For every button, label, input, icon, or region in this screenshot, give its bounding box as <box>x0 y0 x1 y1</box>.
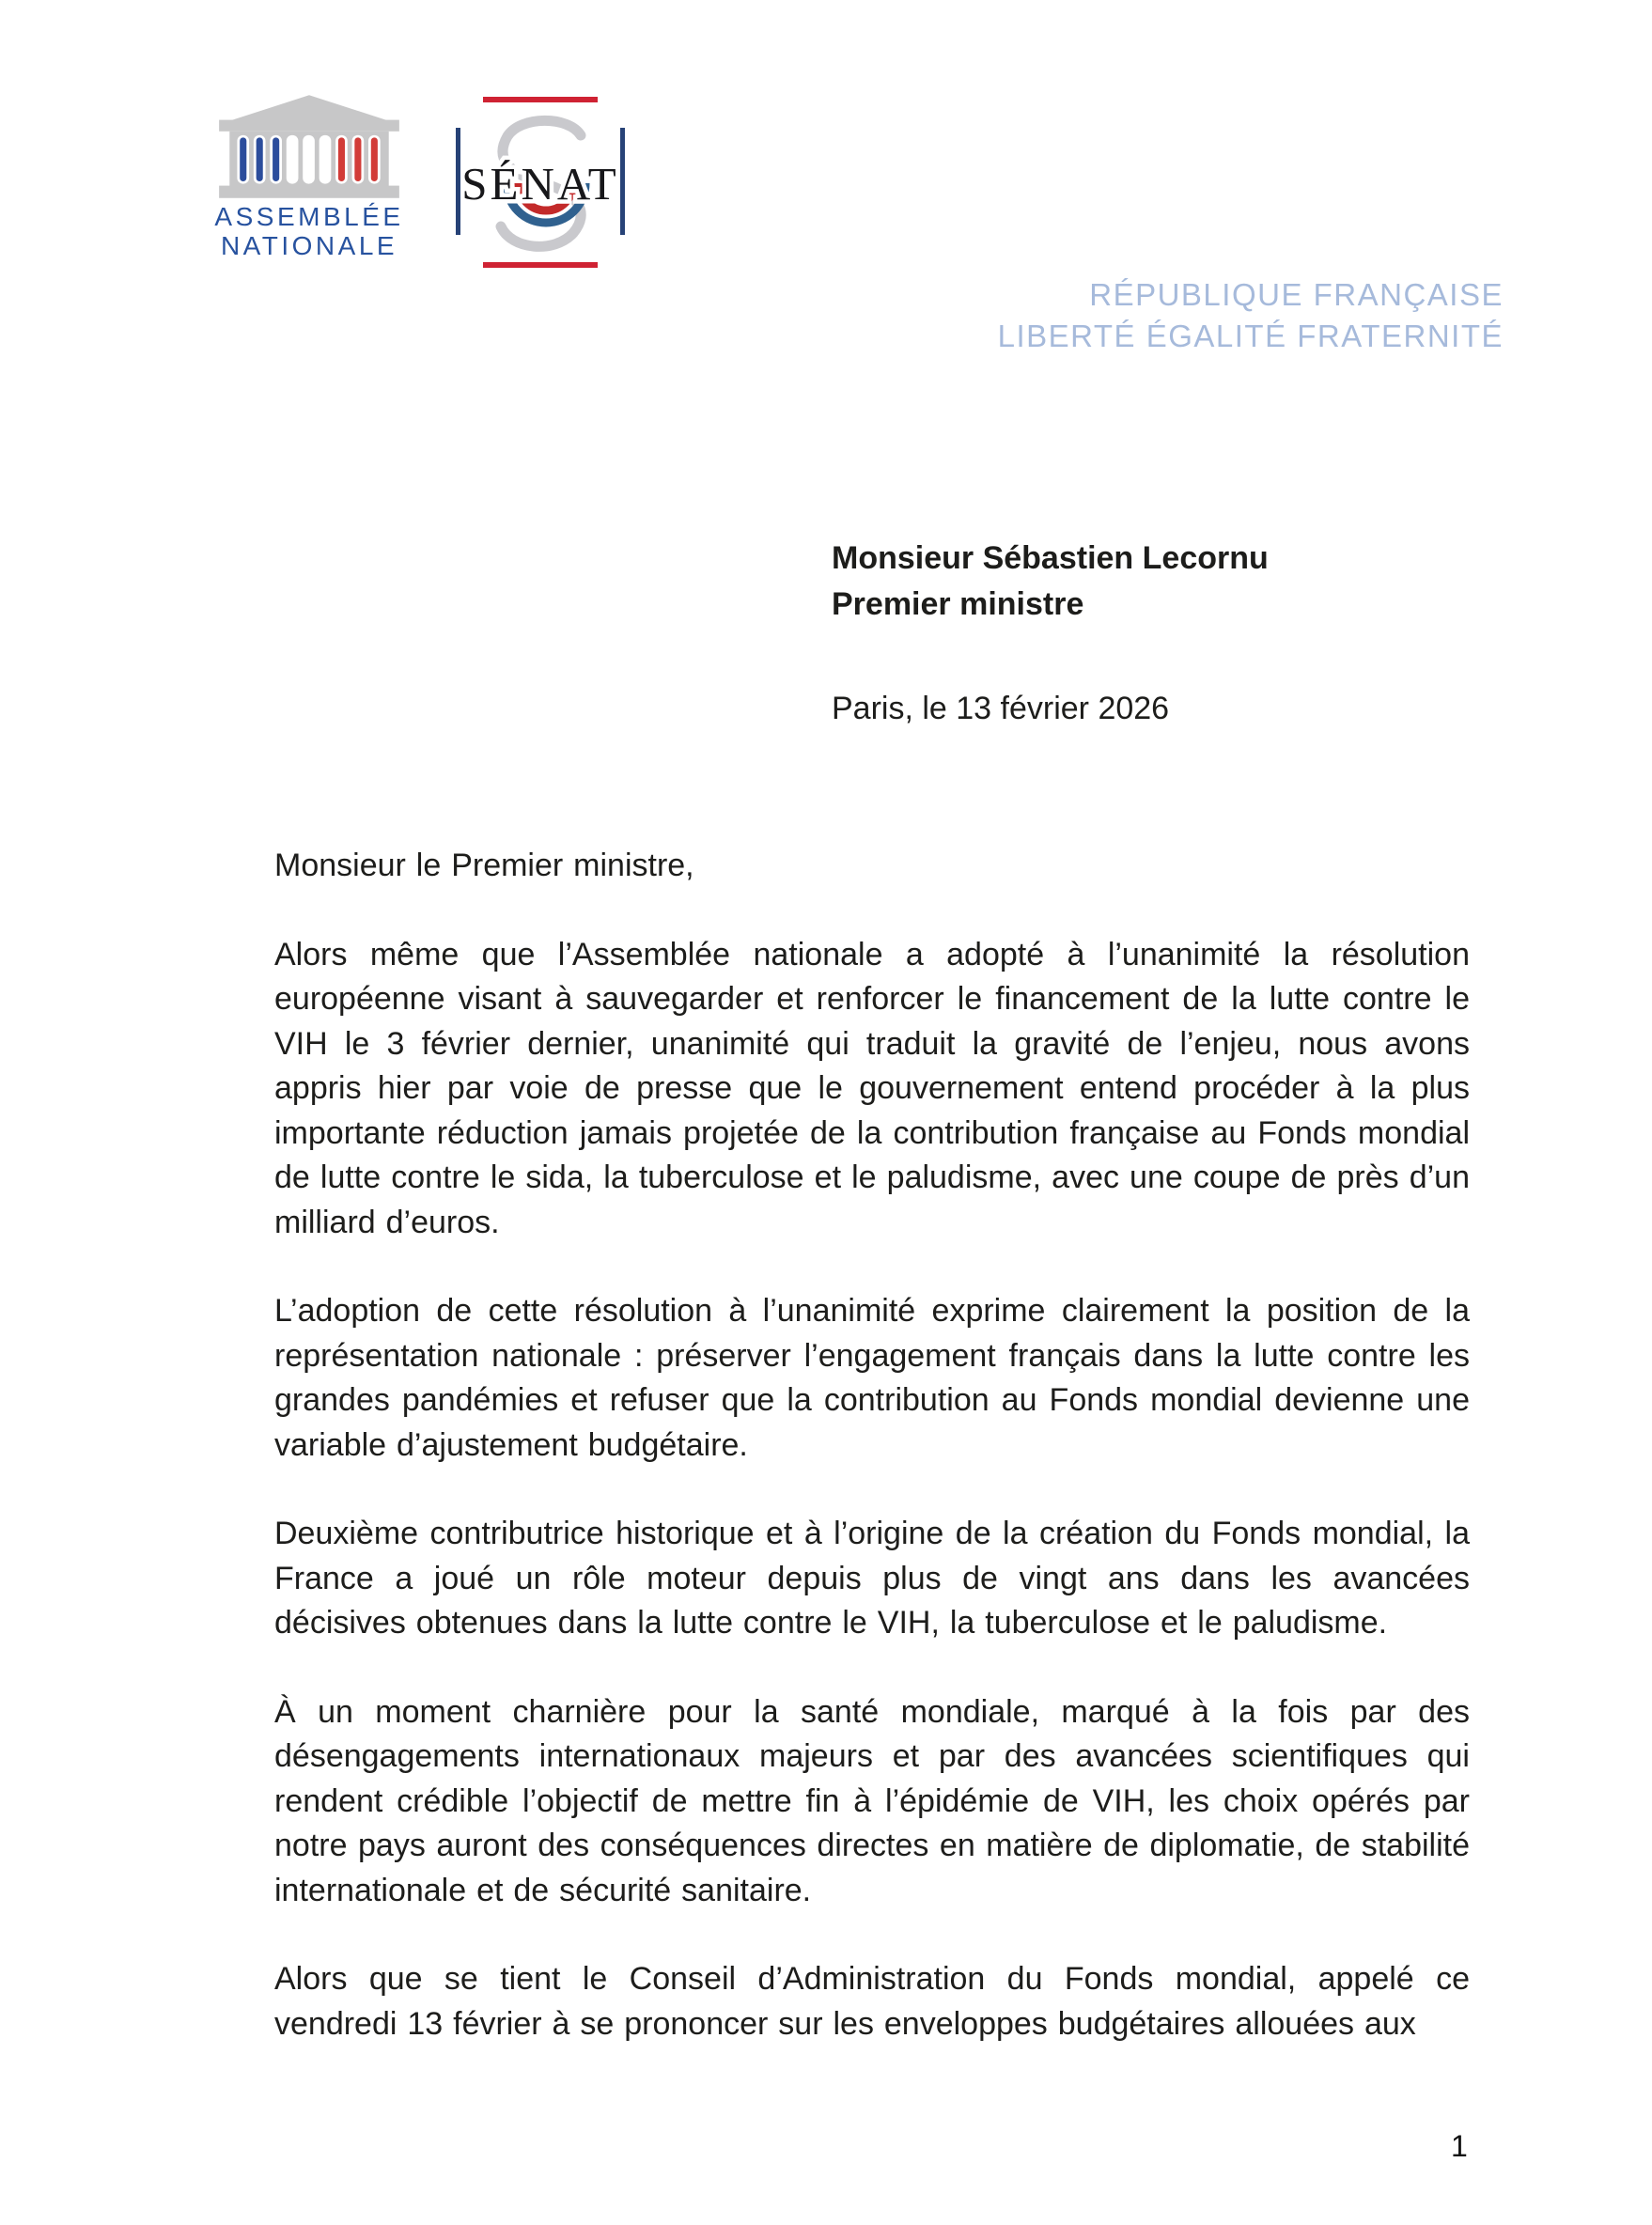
assemblee-temple-icon <box>210 94 408 199</box>
paragraph: L’adoption de cette résolution à l’unanimité exprime clairement la position de la représentation nationale : préserver l’engagement français dans la lutte contre les grandes pandémies et refuser que la contribution au Fonds mondial devienne une variable d’ajustement budgétaire. <box>274 1293 1470 1463</box>
recipient-block <box>832 536 1269 628</box>
recipient-title: Premier ministre <box>832 586 1084 622</box>
assemblee-wordmark-line2: NATIONALE <box>220 231 398 260</box>
salutation: Monsieur le Premier ministre, <box>274 848 694 883</box>
paragraphs <box>274 933 1470 2047</box>
recipient-name: Monsieur Sébastien Lecornu <box>832 540 1269 576</box>
senat-wordmark: SÉNAT <box>461 158 619 210</box>
assemblee-nationale-logo <box>210 94 408 260</box>
senat-logo <box>453 94 628 272</box>
republic-motto <box>998 274 1504 357</box>
senat-emblem-icon <box>453 94 628 272</box>
dateline: Paris, le 13 février 2026 <box>832 691 1170 726</box>
letter-body <box>274 844 1470 2046</box>
assemblee-wordmark <box>210 202 408 260</box>
motto-line1: RÉPUBLIQUE FRANÇAISE <box>1089 277 1504 312</box>
page-number: 1 <box>1451 2129 1468 2163</box>
paragraph: Deuxième contributrice historique et à l’origine de la création du Fonds mondial, la France a joué un rôle moteur depuis plus de vingt ans dans les avancées décisives obtenues dans la lutte contre le VIH, la tuberculose et le paludisme. <box>274 1516 1470 1641</box>
motto-line2: LIBERTÉ ÉGALITÉ FRATERNITÉ <box>997 319 1504 353</box>
paragraph: À un moment charnière pour la santé mondiale, marqué à la fois par des désengagements internationaux majeurs et par des avancées scientifiques qui rendent crédible l’objectif de mettre fin à l’épidémie de VIH, les choix opérés par notre pays auront des conséquences directes en matière de diplomatie, de stabilité internationale et de sécurité sanitaire. <box>274 1693 1470 1908</box>
paragraph: Alors que se tient le Conseil d’Administration du Fonds mondial, appelé ce vendredi 13 février à se prononcer sur les enveloppes budgétaires allouées aux <box>274 1961 1470 2042</box>
paragraph: Alors même que l’Assemblée nationale a adopté à l’unanimité la résolution européenne visant à sauvegarder et renforcer le financement de la lutte contre le VIH le 3 février dernier, unanimité qui traduit la gravité de l’enjeu, nous avons appris hier par voie de presse que le gouvernement entend procéder à la plus importante réduction jamais projetée de la contribution française au Fonds mondial de lutte contre le sida, la tuberculose et le paludisme, avec une coupe de près d’un milliard d’euros. <box>274 936 1470 1240</box>
assemblee-wordmark-line1: ASSEMBLÉE <box>214 202 404 231</box>
